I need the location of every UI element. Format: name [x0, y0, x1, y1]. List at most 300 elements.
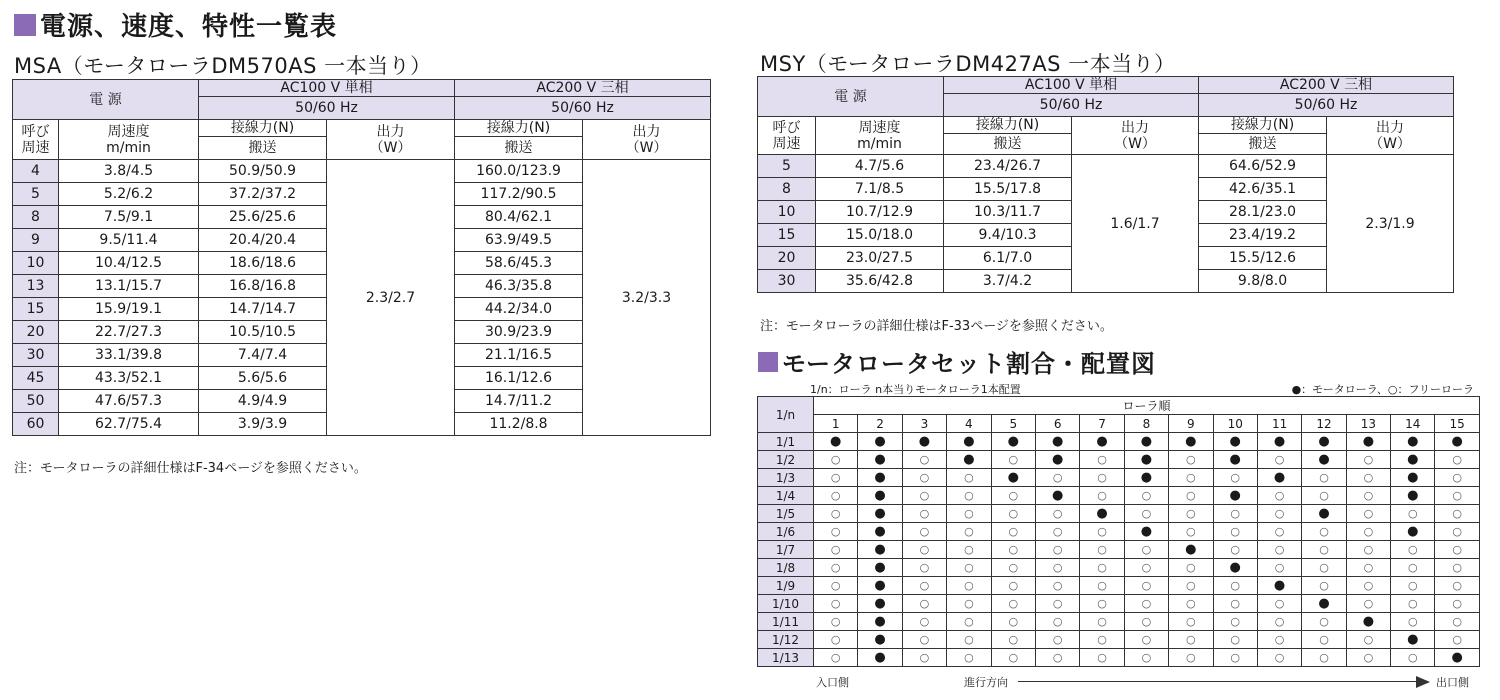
conveyance-header: 搬送	[1199, 134, 1327, 155]
motor-roller-icon: ●	[1391, 523, 1435, 541]
output-ac200-cell: 2.3/1.9	[1327, 155, 1454, 293]
free-roller-icon: ○	[1213, 649, 1257, 667]
free-roller-icon: ○	[991, 559, 1035, 577]
msa-spec-table	[12, 79, 711, 436]
free-roller-icon: ○	[1391, 649, 1435, 667]
free-roller-icon: ○	[1435, 577, 1479, 595]
free-roller-icon: ○	[947, 523, 991, 541]
free-roller-icon: ○	[1080, 631, 1124, 649]
force-ac100-cell: 3.9/3.9	[199, 413, 327, 436]
free-roller-icon: ○	[1435, 595, 1479, 613]
msa-note: 注：モータローラの詳細仕様はF-34ページを参照ください。	[14, 461, 367, 476]
force-ac100-cell: 23.4/26.7	[944, 155, 1072, 178]
table-row	[758, 541, 1480, 559]
force-ac200-cell: 160.0/123.9	[455, 160, 583, 183]
free-roller-icon: ○	[1391, 559, 1435, 577]
free-roller-icon: ○	[902, 523, 946, 541]
ratio-label: 1/3	[758, 469, 814, 487]
free-roller-icon: ○	[947, 595, 991, 613]
free-roller-icon: ○	[991, 523, 1035, 541]
free-roller-icon: ○	[1435, 559, 1479, 577]
set-legend-left: 1/n：ローラ n本当りモータローラ1本配置	[810, 383, 1021, 396]
table-row	[758, 559, 1480, 577]
msy-title: MSY（モータローラDM427AS 一本当り）	[760, 52, 1176, 76]
motor-roller-icon: ●	[1124, 451, 1168, 469]
free-roller-icon: ○	[1080, 559, 1124, 577]
motor-roller-icon: ●	[1124, 523, 1168, 541]
output-header: 出力 （W）	[327, 120, 455, 160]
free-roller-icon: ○	[1391, 577, 1435, 595]
ratio-label: 1/9	[758, 577, 814, 595]
exit-side-label: 出口側	[1436, 676, 1469, 689]
free-roller-icon: ○	[947, 577, 991, 595]
free-roller-icon: ○	[1302, 541, 1346, 559]
ratio-label: 1/1	[758, 433, 814, 451]
free-roller-icon: ○	[947, 505, 991, 523]
free-roller-icon: ○	[1124, 541, 1168, 559]
free-roller-icon: ○	[814, 505, 858, 523]
motor-roller-icon: ●	[1257, 433, 1301, 451]
ac200-header: AC200 V 三相	[455, 80, 711, 97]
free-roller-icon: ○	[1435, 613, 1479, 631]
free-roller-icon: ○	[814, 631, 858, 649]
speed-cell: 10.4/12.5	[59, 252, 199, 275]
ratio-label: 1/6	[758, 523, 814, 541]
force-ac100-cell: 7.4/7.4	[199, 344, 327, 367]
motor-roller-icon: ●	[858, 523, 902, 541]
free-roller-icon: ○	[1080, 577, 1124, 595]
motor-roller-icon: ●	[858, 505, 902, 523]
free-roller-icon: ○	[1124, 613, 1168, 631]
force-ac200-cell: 80.4/62.1	[455, 206, 583, 229]
ac100-header: AC100 V 単相	[199, 80, 455, 97]
roller-column-header: 7	[1080, 415, 1124, 433]
motor-roller-icon: ●	[1124, 433, 1168, 451]
motor-roller-icon: ●	[1213, 433, 1257, 451]
motor-roller-icon: ●	[1435, 433, 1479, 451]
force-ac100-cell: 6.1/7.0	[944, 247, 1072, 270]
free-roller-icon: ○	[947, 649, 991, 667]
output-ac100-cell: 1.6/1.7	[1072, 155, 1199, 293]
speed-cell: 62.7/75.4	[59, 413, 199, 436]
free-roller-icon: ○	[1213, 613, 1257, 631]
free-roller-icon: ○	[1257, 559, 1301, 577]
free-roller-icon: ○	[991, 505, 1035, 523]
free-roller-icon: ○	[1391, 613, 1435, 631]
speed-no-cell: 5	[13, 183, 59, 206]
free-roller-icon: ○	[814, 559, 858, 577]
power-header: 電 源	[13, 80, 199, 120]
ratio-label: 1/13	[758, 649, 814, 667]
force-header: 接線力(N)	[944, 117, 1072, 134]
main-title	[14, 6, 337, 43]
set-title-text: モータロータセット割合・配置図	[782, 350, 1157, 378]
free-roller-icon: ○	[1213, 505, 1257, 523]
free-roller-icon: ○	[1302, 649, 1346, 667]
speed-no-cell: 13	[13, 275, 59, 298]
free-roller-icon: ○	[1435, 487, 1479, 505]
ratio-label: 1/8	[758, 559, 814, 577]
motor-roller-icon: ●	[1080, 433, 1124, 451]
free-roller-icon: ○	[947, 541, 991, 559]
free-roller-icon: ○	[1080, 523, 1124, 541]
motor-roller-icon: ●	[1391, 433, 1435, 451]
free-roller-icon: ○	[1169, 451, 1213, 469]
msa-title: MSA（モータローラDM570AS 一本当り）	[14, 54, 432, 78]
roller-column-header: 9	[1169, 415, 1213, 433]
force-ac200-cell: 46.3/35.8	[455, 275, 583, 298]
force-ac200-cell: 28.1/23.0	[1199, 201, 1327, 224]
free-roller-icon: ○	[1124, 631, 1168, 649]
motor-roller-icon: ●	[1391, 631, 1435, 649]
free-roller-icon: ○	[902, 541, 946, 559]
direction-label: 進行方向	[964, 676, 1008, 689]
free-roller-icon: ○	[1302, 613, 1346, 631]
speed-no-cell: 30	[13, 344, 59, 367]
motor-roller-icon: ●	[1169, 541, 1213, 559]
motor-roller-icon: ●	[1346, 433, 1390, 451]
free-roller-icon: ○	[1080, 613, 1124, 631]
speed-no-cell: 4	[13, 160, 59, 183]
force-ac200-cell: 117.2/90.5	[455, 183, 583, 206]
motor-roller-icon: ●	[991, 433, 1035, 451]
roller-order-header: ローラ順	[814, 397, 1480, 415]
free-roller-icon: ○	[1257, 523, 1301, 541]
free-roller-icon: ○	[1169, 613, 1213, 631]
motor-roller-icon: ●	[858, 595, 902, 613]
free-roller-icon: ○	[902, 613, 946, 631]
motor-roller-icon: ●	[947, 433, 991, 451]
roller-column-header: 14	[1391, 415, 1435, 433]
ratio-label: 1/4	[758, 487, 814, 505]
table-row	[758, 155, 1454, 178]
hz-header: 50/60 Hz	[199, 97, 455, 120]
force-ac200-cell: 30.9/23.9	[455, 321, 583, 344]
motor-roller-icon: ●	[1302, 505, 1346, 523]
free-roller-icon: ○	[991, 613, 1035, 631]
title-square-icon	[14, 14, 36, 36]
motor-roller-icon: ●	[991, 469, 1035, 487]
force-ac200-cell: 58.6/45.3	[455, 252, 583, 275]
motor-roller-icon: ●	[1435, 649, 1479, 667]
conveyance-header: 搬送	[944, 134, 1072, 155]
force-header: 接線力(N)	[455, 120, 583, 137]
ratio-label: 1/7	[758, 541, 814, 559]
free-roller-icon: ○	[1391, 595, 1435, 613]
free-roller-icon: ○	[1257, 541, 1301, 559]
motor-roller-icon: ●	[1213, 487, 1257, 505]
roller-column-header: 13	[1346, 415, 1390, 433]
table-row	[758, 613, 1480, 631]
speed-cell: 5.2/6.2	[59, 183, 199, 206]
speed-cell: 9.5/11.4	[59, 229, 199, 252]
motor-roller-icon: ●	[1346, 613, 1390, 631]
force-ac100-cell: 4.9/4.9	[199, 390, 327, 413]
free-roller-icon: ○	[902, 505, 946, 523]
force-ac100-cell: 14.7/14.7	[199, 298, 327, 321]
table-row	[758, 649, 1480, 667]
free-roller-icon: ○	[902, 577, 946, 595]
speed-no-cell: 10	[758, 201, 816, 224]
motor-roller-icon: ●	[1391, 469, 1435, 487]
motor-roller-icon: ●	[1213, 451, 1257, 469]
force-ac100-cell: 15.5/17.8	[944, 178, 1072, 201]
free-roller-icon: ○	[1124, 487, 1168, 505]
free-roller-icon: ○	[991, 451, 1035, 469]
free-roller-icon: ○	[947, 469, 991, 487]
force-ac100-cell: 10.3/11.7	[944, 201, 1072, 224]
free-roller-icon: ○	[814, 613, 858, 631]
power-header: 電 源	[758, 77, 944, 117]
free-roller-icon: ○	[1035, 523, 1079, 541]
speed-no-cell: 45	[13, 367, 59, 390]
motor-roller-icon: ●	[947, 451, 991, 469]
free-roller-icon: ○	[814, 649, 858, 667]
msy-note: 注：モータローラの詳細仕様はF-33ページを参照ください。	[760, 319, 1113, 334]
roller-column-header: 12	[1302, 415, 1346, 433]
free-roller-icon: ○	[1435, 523, 1479, 541]
free-roller-icon: ○	[1035, 649, 1079, 667]
free-roller-icon: ○	[902, 487, 946, 505]
output-ac100-cell: 2.3/2.7	[327, 160, 455, 436]
motor-roller-icon: ●	[1080, 505, 1124, 523]
speed-cell: 13.1/15.7	[59, 275, 199, 298]
speed-no-cell: 20	[13, 321, 59, 344]
speed-no-header: 呼び 周速	[13, 120, 59, 160]
roller-column-header: 2	[858, 415, 902, 433]
speed-cell: 23.0/27.5	[816, 247, 944, 270]
free-roller-icon: ○	[1435, 451, 1479, 469]
free-roller-icon: ○	[1124, 505, 1168, 523]
speed-no-cell: 30	[758, 270, 816, 293]
speed-cell: 15.0/18.0	[816, 224, 944, 247]
force-ac100-cell: 25.6/25.6	[199, 206, 327, 229]
speed-cell: 33.1/39.8	[59, 344, 199, 367]
free-roller-icon: ○	[1302, 523, 1346, 541]
speed-cell: 15.9/19.1	[59, 298, 199, 321]
free-roller-icon: ○	[1435, 469, 1479, 487]
free-roller-icon: ○	[1391, 541, 1435, 559]
motor-roller-icon: ●	[902, 433, 946, 451]
free-roller-icon: ○	[1035, 577, 1079, 595]
speed-header: 周速度 m/min	[816, 117, 944, 155]
output-header: 出力 （W）	[1327, 117, 1454, 155]
free-roller-icon: ○	[1080, 649, 1124, 667]
force-ac200-cell: 9.8/8.0	[1199, 270, 1327, 293]
free-roller-icon: ○	[1124, 595, 1168, 613]
table-row	[758, 577, 1480, 595]
force-ac100-cell: 18.6/18.6	[199, 252, 327, 275]
speed-cell: 7.1/8.5	[816, 178, 944, 201]
motor-roller-icon: ●	[858, 487, 902, 505]
force-ac200-cell: 64.6/52.9	[1199, 155, 1327, 178]
roller-column-header: 6	[1035, 415, 1079, 433]
table-row	[758, 451, 1480, 469]
free-roller-icon: ○	[1035, 559, 1079, 577]
free-roller-icon: ○	[1346, 451, 1390, 469]
force-ac200-cell: 42.6/35.1	[1199, 178, 1327, 201]
speed-no-cell: 20	[758, 247, 816, 270]
speed-no-cell: 15	[758, 224, 816, 247]
speed-header: 周速度 m/min	[59, 120, 199, 160]
output-ac200-cell: 3.2/3.3	[583, 160, 711, 436]
free-roller-icon: ○	[814, 523, 858, 541]
conveyance-header: 搬送	[199, 137, 327, 160]
free-roller-icon: ○	[1346, 505, 1390, 523]
free-roller-icon: ○	[902, 559, 946, 577]
free-roller-icon: ○	[1435, 631, 1479, 649]
free-roller-icon: ○	[991, 631, 1035, 649]
free-roller-icon: ○	[1169, 649, 1213, 667]
free-roller-icon: ○	[991, 487, 1035, 505]
set-legend-right: ●：モータローラ、○：フリーローラ	[1291, 383, 1474, 396]
speed-cell: 43.3/52.1	[59, 367, 199, 390]
free-roller-icon: ○	[1124, 649, 1168, 667]
free-roller-icon: ○	[1257, 487, 1301, 505]
free-roller-icon: ○	[1346, 523, 1390, 541]
ratio-label: 1/12	[758, 631, 814, 649]
table-row	[758, 433, 1480, 451]
free-roller-icon: ○	[1213, 577, 1257, 595]
free-roller-icon: ○	[1080, 451, 1124, 469]
free-roller-icon: ○	[1346, 541, 1390, 559]
set-placement-grid	[757, 396, 1480, 667]
free-roller-icon: ○	[902, 631, 946, 649]
speed-no-cell: 10	[13, 252, 59, 275]
free-roller-icon: ○	[1346, 631, 1390, 649]
speed-no-header: 呼び 周速	[758, 117, 816, 155]
free-roller-icon: ○	[1035, 613, 1079, 631]
motor-roller-icon: ●	[858, 559, 902, 577]
speed-cell: 10.7/12.9	[816, 201, 944, 224]
roller-column-header: 11	[1257, 415, 1301, 433]
free-roller-icon: ○	[1035, 505, 1079, 523]
motor-roller-icon: ●	[1257, 577, 1301, 595]
ratio-label: 1/2	[758, 451, 814, 469]
free-roller-icon: ○	[814, 595, 858, 613]
free-roller-icon: ○	[1302, 469, 1346, 487]
force-ac200-cell: 23.4/19.2	[1199, 224, 1327, 247]
free-roller-icon: ○	[1169, 487, 1213, 505]
force-ac100-cell: 3.7/4.2	[944, 270, 1072, 293]
free-roller-icon: ○	[1124, 577, 1168, 595]
roller-column-header: 10	[1213, 415, 1257, 433]
free-roller-icon: ○	[1213, 469, 1257, 487]
speed-no-cell: 60	[13, 413, 59, 436]
free-roller-icon: ○	[1213, 541, 1257, 559]
ac200-header: AC200 V 三相	[1199, 77, 1454, 94]
table-row	[758, 487, 1480, 505]
force-ac200-cell: 21.1/16.5	[455, 344, 583, 367]
force-ac200-cell: 11.2/8.8	[455, 413, 583, 436]
ratio-label: 1/10	[758, 595, 814, 613]
roller-column-header: 4	[947, 415, 991, 433]
free-roller-icon: ○	[814, 487, 858, 505]
free-roller-icon: ○	[1346, 577, 1390, 595]
table-row	[758, 631, 1480, 649]
free-roller-icon: ○	[947, 613, 991, 631]
free-roller-icon: ○	[991, 577, 1035, 595]
free-roller-icon: ○	[1391, 505, 1435, 523]
hz-header: 50/60 Hz	[455, 97, 711, 120]
motor-roller-icon: ●	[1391, 451, 1435, 469]
free-roller-icon: ○	[1080, 487, 1124, 505]
ratio-label: 1/11	[758, 613, 814, 631]
motor-roller-icon: ●	[1035, 487, 1079, 505]
free-roller-icon: ○	[902, 649, 946, 667]
roller-column-header: 1	[814, 415, 858, 433]
free-roller-icon: ○	[1169, 577, 1213, 595]
motor-roller-icon: ●	[858, 631, 902, 649]
motor-roller-icon: ●	[1169, 433, 1213, 451]
force-ac200-cell: 14.7/11.2	[455, 390, 583, 413]
hz-header: 50/60 Hz	[944, 94, 1199, 117]
free-roller-icon: ○	[1302, 577, 1346, 595]
speed-no-cell: 8	[13, 206, 59, 229]
free-roller-icon: ○	[991, 649, 1035, 667]
speed-cell: 35.6/42.8	[816, 270, 944, 293]
free-roller-icon: ○	[1124, 559, 1168, 577]
roller-column-header: 8	[1124, 415, 1168, 433]
motor-roller-icon: ●	[1257, 469, 1301, 487]
ac100-header: AC100 V 単相	[944, 77, 1199, 94]
speed-no-cell: 8	[758, 178, 816, 201]
force-header: 接線力(N)	[1199, 117, 1327, 134]
motor-roller-icon: ●	[858, 577, 902, 595]
free-roller-icon: ○	[1346, 649, 1390, 667]
speed-no-cell: 50	[13, 390, 59, 413]
free-roller-icon: ○	[1080, 595, 1124, 613]
free-roller-icon: ○	[1346, 559, 1390, 577]
conveyance-header: 搬送	[455, 137, 583, 160]
roller-column-header: 3	[902, 415, 946, 433]
force-ac100-cell: 5.6/5.6	[199, 367, 327, 390]
free-roller-icon: ○	[1035, 631, 1079, 649]
free-roller-icon: ○	[1302, 487, 1346, 505]
free-roller-icon: ○	[1257, 451, 1301, 469]
free-roller-icon: ○	[1257, 613, 1301, 631]
motor-roller-icon: ●	[1302, 595, 1346, 613]
motor-roller-icon: ●	[858, 613, 902, 631]
force-ac100-cell: 9.4/10.3	[944, 224, 1072, 247]
speed-no-cell: 9	[13, 229, 59, 252]
hz-header: 50/60 Hz	[1199, 94, 1454, 117]
roller-column-header: 15	[1435, 415, 1479, 433]
free-roller-icon: ○	[902, 595, 946, 613]
speed-no-cell: 5	[758, 155, 816, 178]
set-title-square-icon	[758, 352, 778, 372]
speed-cell: 22.7/27.3	[59, 321, 199, 344]
force-ac100-cell: 20.4/20.4	[199, 229, 327, 252]
free-roller-icon: ○	[1169, 631, 1213, 649]
table-row	[758, 595, 1480, 613]
motor-roller-icon: ●	[858, 469, 902, 487]
free-roller-icon: ○	[1080, 541, 1124, 559]
table-row	[758, 469, 1480, 487]
free-roller-icon: ○	[947, 559, 991, 577]
free-roller-icon: ○	[1257, 631, 1301, 649]
motor-roller-icon: ●	[814, 433, 858, 451]
force-ac100-cell: 16.8/16.8	[199, 275, 327, 298]
free-roller-icon: ○	[1435, 541, 1479, 559]
speed-cell: 4.7/5.6	[816, 155, 944, 178]
table-row	[758, 523, 1480, 541]
ratio-label: 1/5	[758, 505, 814, 523]
motor-roller-icon: ●	[858, 433, 902, 451]
speed-cell: 47.6/57.3	[59, 390, 199, 413]
motor-roller-icon: ●	[1302, 451, 1346, 469]
free-roller-icon: ○	[814, 469, 858, 487]
